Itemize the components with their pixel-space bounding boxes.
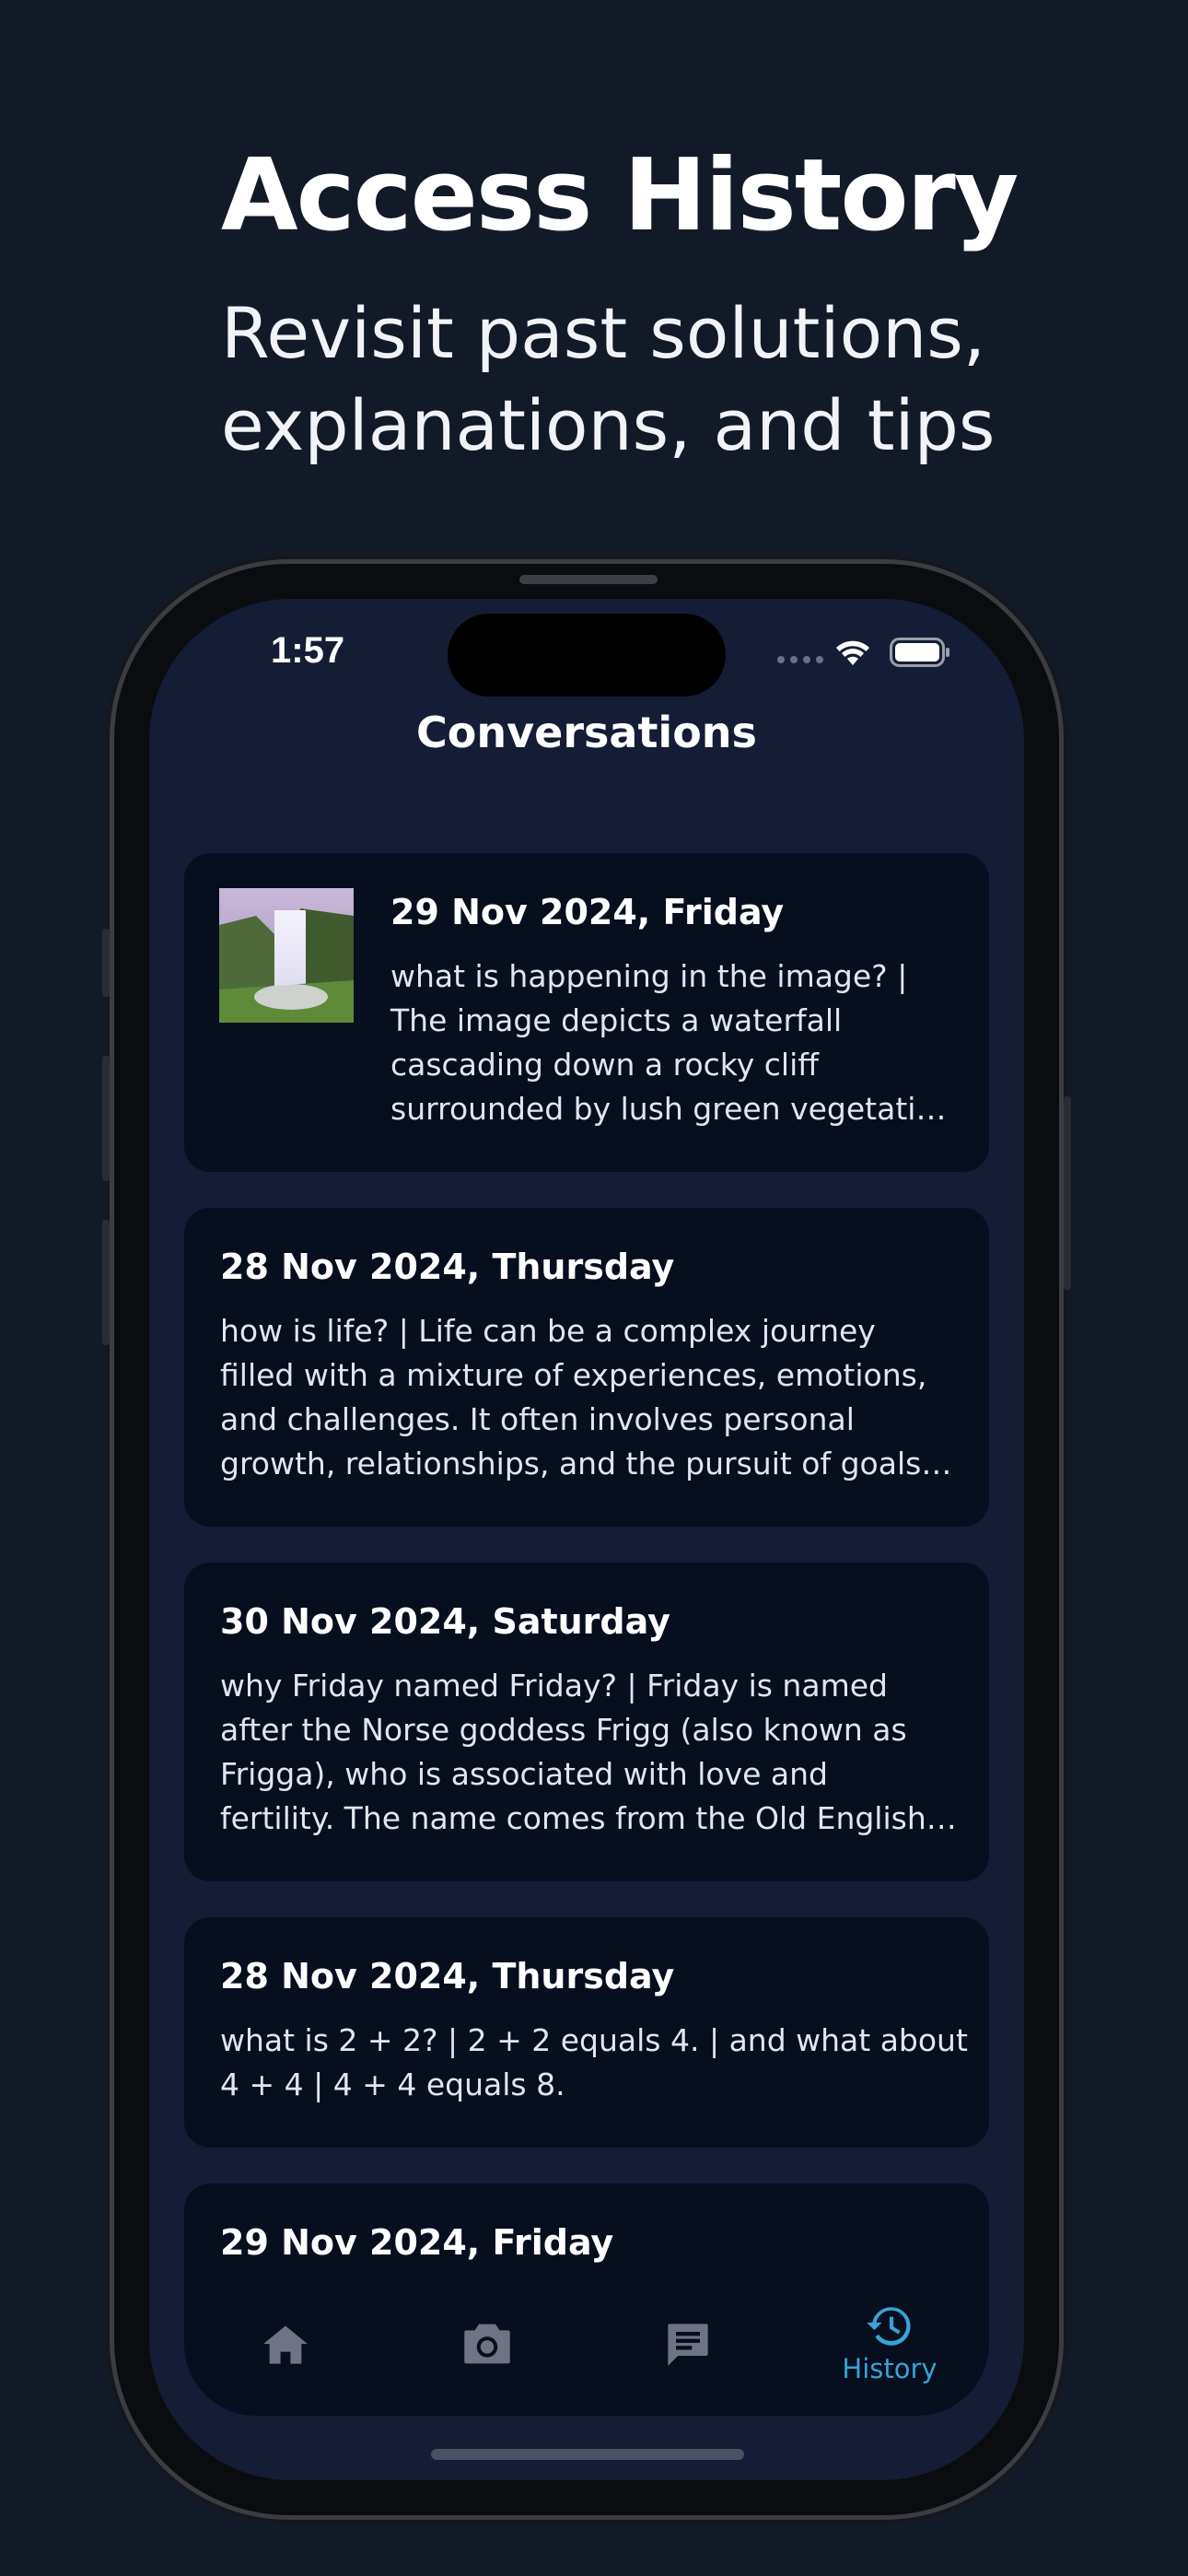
- cellular-signal-icon: [777, 656, 823, 663]
- conversation-snippet: how is life? | Life can be a complex journey filled with a mixture of experiences, emotions, and challenges. It often involves personal growth, relationships, and the pursuit of goals…: [220, 1313, 952, 1481]
- tab-home[interactable]: [212, 2272, 359, 2416]
- marketing-headline: Access History: [221, 138, 1018, 253]
- conversation-date: 29 Nov 2024, Friday: [220, 2222, 614, 2263]
- app-screen: [149, 599, 1024, 2480]
- camera-icon: [462, 2322, 512, 2366]
- tab-camera[interactable]: [413, 2272, 561, 2416]
- conversation-date: 28 Nov 2024, Thursday: [220, 1247, 675, 1287]
- wifi-icon: [834, 638, 871, 667]
- page-title: Conversations: [416, 708, 757, 757]
- conversation-list[interactable]: [184, 853, 989, 2263]
- history-icon: [865, 2303, 914, 2349]
- status-time: 1:57: [271, 630, 345, 671]
- conversation-snippet: why Friday named Friday? | Friday is named after the Norse goddess Frigg (also known as Frigga), who is associated with love and fertility. The name comes from the Old English…: [220, 1668, 957, 1836]
- conversation-snippet: what is 2 + 2? | 2 + 2 equals 4. | and what about 4 + 4 | 4 + 4 equals 8.: [220, 2022, 968, 2102]
- waterfall-thumbnail: [219, 888, 354, 1023]
- volume-down-button: [102, 1220, 110, 1345]
- home-indicator: [431, 2449, 744, 2460]
- mute-switch: [102, 929, 110, 997]
- dynamic-island: [448, 614, 726, 697]
- conversation-date: 28 Nov 2024, Thursday: [220, 1956, 675, 1996]
- volume-up-button: [102, 1056, 110, 1181]
- conversation-card[interactable]: [184, 853, 989, 1172]
- power-button: [1064, 1096, 1071, 1290]
- tab-chat[interactable]: [614, 2272, 762, 2416]
- bottom-tab-bar: [184, 2272, 989, 2416]
- conversation-card[interactable]: [184, 1208, 989, 1527]
- status-bar: [149, 599, 1024, 709]
- battery-icon: [890, 638, 950, 667]
- conversation-card[interactable]: [184, 1917, 989, 2148]
- conversation-date: 29 Nov 2024, Friday: [390, 892, 785, 932]
- home-icon: [262, 2322, 309, 2366]
- conversation-snippet: what is happening in the image? | The image depicts a waterfall cascading down a rocky cliff surrounded by lush green vegetati…: [390, 958, 947, 1127]
- chat-icon: [664, 2320, 712, 2368]
- tab-history-label: History: [842, 2353, 938, 2384]
- tab-history[interactable]: [816, 2272, 963, 2416]
- conversation-date: 30 Nov 2024, Saturday: [220, 1601, 670, 1642]
- conversation-card[interactable]: [184, 1563, 989, 1881]
- marketing-subhead: Revisit past solutions, explanations, and tips: [221, 292, 996, 466]
- phone-frame: [114, 564, 1059, 2515]
